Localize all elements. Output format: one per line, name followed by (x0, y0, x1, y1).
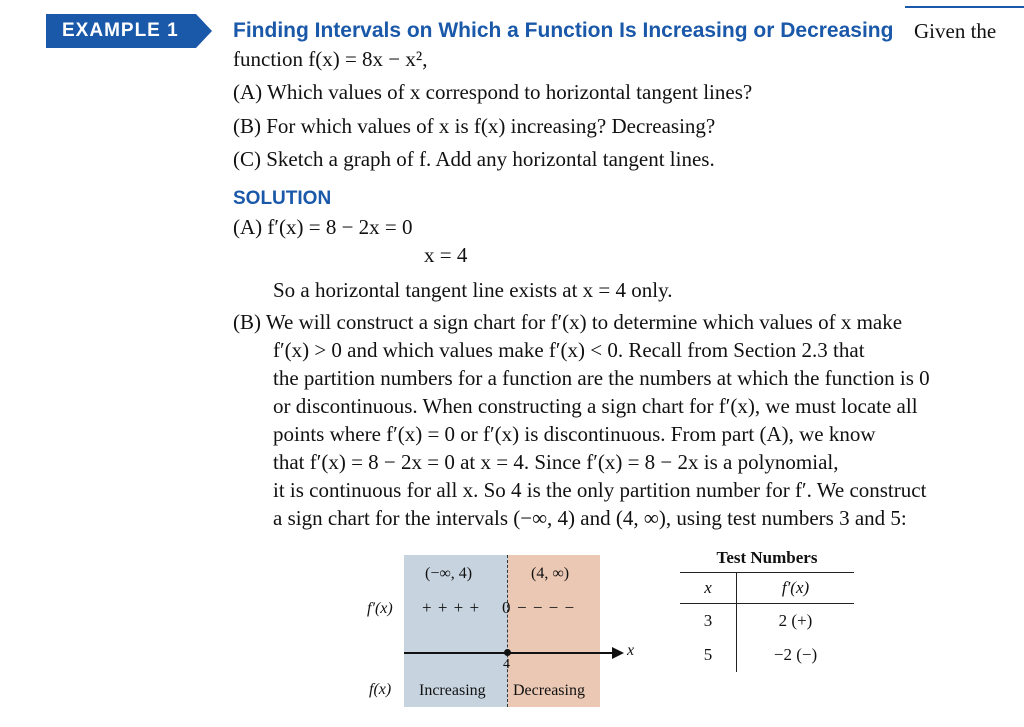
axis-x-label: x (627, 642, 635, 659)
question-a: (A) Which values of x correspond to horizontal tangent lines? (233, 80, 753, 104)
solution-b-line: or discontinuous. When constructing a sign chart for f′(x), we must locate all (273, 394, 918, 418)
table-row (680, 638, 854, 672)
increasing-label: Increasing (419, 682, 486, 699)
positive-signs: + + + + (422, 598, 481, 617)
decreasing-label: Decreasing (513, 682, 585, 699)
question-c: (C) Sketch a graph of f. Add any horizontal tangent lines. (233, 147, 715, 171)
solution-b-line: (B) We will construct a sign chart for f′(x) to determine which values of x make (233, 310, 903, 334)
solution-b-line: points where f′(x) = 0 or f′(x) is discontinuous. From part (A), we know (273, 422, 876, 446)
example-title-line (233, 16, 893, 45)
partition-point (504, 649, 511, 656)
partition-label: 4 (503, 657, 510, 672)
fprime-row-label: f′(x) (367, 600, 393, 617)
solution-a-result: x = 4 (424, 243, 468, 267)
solution-heading: SOLUTION (233, 188, 332, 209)
table-cell: 5 (680, 638, 737, 672)
negative-signs: − − − − (517, 598, 576, 617)
example-title: Finding Intervals on Which a Function Is Increasing or Decreasing (233, 19, 894, 42)
table-row (680, 604, 854, 639)
example-badge: EXAMPLE 1 (46, 14, 196, 48)
function-definition: function f(x) = 8x − x², (233, 47, 428, 71)
top-rule (905, 6, 1024, 8)
table-cell: 3 (680, 604, 737, 639)
header-x: x (680, 573, 737, 604)
partition-dashed-line (507, 555, 508, 707)
header-fprime: f′(x) (737, 573, 855, 604)
table-cell: −2 (−) (773, 645, 818, 664)
solution-a-equation: (A) f′(x) = 8 − 2x = 0 (233, 215, 413, 239)
question-b: (B) For which values of x is f(x) increasing? Decreasing? (233, 114, 716, 138)
table-caption: Test Numbers (716, 548, 818, 567)
solution-b-line: the partition numbers for a function are the numbers at which the function is 0 (273, 366, 930, 390)
solution-b-line: that f′(x) = 8 − 2x = 0 at x = 4. Since f′(x) = 8 − 2x is a polynomial, (273, 450, 839, 474)
f-row-label: f(x) (369, 681, 392, 698)
table-cell: 2 (+) (778, 611, 813, 630)
given-lead: Given the (914, 19, 997, 43)
right-interval-label: (4, ∞) (531, 565, 570, 582)
solution-b-line: f′(x) > 0 and which values make f′(x) < 0. Recall from Section 2.3 that (273, 338, 865, 362)
test-numbers-table (680, 548, 854, 672)
solution-b-line: a sign chart for the intervals (−∞, 4) and (4, ∞), using test numbers 3 and 5: (273, 506, 907, 530)
table-header-row (680, 573, 854, 604)
arrow-head-icon (612, 647, 624, 659)
left-interval-label: (−∞, 4) (425, 565, 473, 582)
zero-marker: 0 (502, 598, 511, 617)
solution-b-line: it is continuous for all x. So 4 is the only partition number for f′. We construct (273, 478, 927, 502)
solution-a-text: So a horizontal tangent line exists at x = 4 only. (273, 278, 673, 302)
